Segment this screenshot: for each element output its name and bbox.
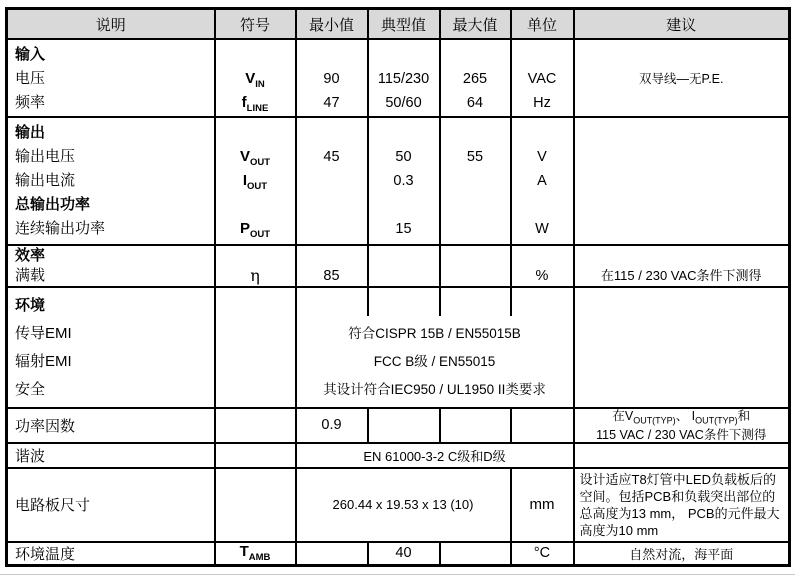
row-power-factor (7, 408, 790, 443)
ambient-note: 自然对流，海平面 (629, 546, 734, 562)
input-frequency-typ: 50/60 (385, 95, 422, 111)
power-factor-unit-cell (511, 408, 574, 443)
input-note: 双导线—无P.E. (638, 72, 724, 86)
header-max: 最大值 (440, 9, 511, 40)
efficiency-symbol-cell (215, 245, 296, 287)
efficiency-unit-cell (511, 245, 574, 287)
power-factor-max-cell (440, 408, 511, 443)
harmonics-label-cell (7, 443, 215, 468)
harmonics-value: EN 61000-3-2 C级和D级 (363, 448, 506, 464)
pcb-dimensions: 260.44 x 19.53 x 13 (10) (332, 497, 474, 512)
ambient-min-cell (296, 542, 368, 566)
pcb-label-cell (7, 468, 215, 542)
power-factor-symbol-cell (215, 408, 296, 443)
vin-symbol: $V_{IN}$ (245, 70, 265, 90)
power-factor-label-cell (7, 408, 215, 443)
full-load-label: 满载 (15, 267, 46, 284)
total-output-power-label: 总输出功率 (15, 196, 91, 213)
ambient-unit: °C (533, 545, 551, 561)
efficiency-note-cell (574, 245, 790, 287)
power-factor-note-line1: 在$V_{OUT(TYP)}$、 $I_{OUT(TYP)}$和 (612, 409, 751, 426)
input-voltage-typ: 115/230 (377, 71, 430, 87)
output-current-unit: A (537, 173, 547, 189)
output-current-label: 输出电流 (15, 172, 76, 189)
pcb-note-cell (574, 468, 790, 542)
header-recommendation: 建议 (574, 9, 790, 40)
input-frequency-min: 47 (323, 95, 340, 111)
input-symbols-cell (215, 39, 296, 117)
efficiency-min-cell (296, 245, 368, 287)
output-symbols-cell (215, 117, 296, 245)
power-factor-typ-cell (368, 408, 440, 443)
eta-symbol: η (250, 266, 260, 285)
header-description: 说明 (7, 9, 215, 40)
ambient-note-cell (574, 542, 790, 566)
output-labels-cell (7, 117, 215, 245)
pcb-symbol-cell (215, 468, 296, 542)
power-factor-min: 0.9 (321, 417, 342, 434)
pout-symbol: $P_{OUT}$ (239, 220, 271, 240)
header-row (7, 9, 790, 40)
power-factor-note-line2: 115 VAC / 230 VAC条件下测得 (596, 427, 767, 442)
section-output (7, 117, 790, 245)
row-ambient-temperature (7, 542, 790, 566)
output-max-cell (440, 117, 511, 245)
efficiency-max-cell (440, 245, 511, 287)
ambient-unit-cell (511, 542, 574, 566)
vout-symbol: $V_{OUT}$ (239, 148, 271, 168)
tamb-symbol: $T_{AMB}$ (239, 543, 271, 563)
efficiency-typ-cell (368, 245, 440, 287)
header-min: 最小值 (296, 9, 368, 40)
continuous-output-power-label: 连续输出功率 (15, 220, 106, 237)
output-voltage-typ: 50 (395, 149, 412, 165)
grid-stub (439, 288, 441, 316)
output-voltage-min: 45 (323, 149, 340, 165)
environment-labels-cell (7, 287, 215, 408)
efficiency-min: 85 (323, 268, 340, 284)
output-voltage-label: 输出电压 (15, 148, 76, 165)
input-min-cell (296, 39, 368, 117)
efficiency-note: 在115 / 230 VAC条件下测得 (600, 268, 762, 283)
environment-note-cell (574, 287, 790, 408)
power-factor-note-cell (574, 408, 790, 443)
ambient-label: 环境温度 (15, 545, 76, 563)
section-input (7, 39, 790, 117)
ambient-typ-cell (368, 542, 440, 566)
pcb-unit: mm (529, 496, 555, 513)
input-note-cell (574, 39, 790, 117)
input-voltage-unit: VAC (527, 71, 557, 87)
page-bottom-rule (0, 574, 795, 575)
continuous-output-power-unit: W (535, 221, 549, 237)
environment-compliance-cell (296, 287, 574, 408)
input-voltage-min: 90 (323, 71, 340, 87)
environment-section-title: 环境 (15, 297, 46, 314)
output-unit-cell (511, 117, 574, 245)
harmonics-note-cell (574, 443, 790, 468)
grid-stub (367, 288, 369, 316)
output-current-typ: 0.3 (393, 173, 414, 189)
conducted-emi-value: 符合CISPR 15B / EN55015B (348, 326, 521, 341)
ambient-typ: 40 (395, 545, 412, 561)
specification-table (5, 7, 791, 567)
grid-stub (510, 288, 512, 316)
row-pcb-size (7, 468, 790, 542)
ambient-label-cell (7, 542, 215, 566)
safety-value: 其设计符合IEC950 / UL1950 II类要求 (323, 382, 546, 397)
input-labels-cell (7, 39, 215, 117)
input-frequency-unit: Hz (533, 95, 551, 111)
pcb-note: 设计适应T8灯管中LED负载板后的空间。包括PCB和负载突出部位的总高度为13 mm， PCB的元件最大高度为10 mm (579, 471, 780, 538)
power-factor-label: 功率因数 (15, 417, 76, 435)
fline-symbol: $f_{LINE}$ (241, 94, 269, 114)
power-factor-min-cell (296, 408, 368, 443)
header-unit: 单位 (511, 9, 574, 40)
input-typ-cell (368, 39, 440, 117)
harmonics-value-cell (296, 443, 574, 468)
output-note-cell (574, 117, 790, 245)
harmonics-label: 谐波 (15, 447, 46, 465)
harmonics-symbol-cell (215, 443, 296, 468)
efficiency-section-title: 效率 (15, 247, 46, 264)
continuous-output-power-typ: 15 (395, 221, 412, 237)
input-voltage-label: 电压 (15, 70, 46, 87)
output-voltage-unit: V (537, 149, 547, 165)
ambient-symbol-cell (215, 542, 296, 566)
output-min-cell (296, 117, 368, 245)
input-unit-cell (511, 39, 574, 117)
input-max-cell (440, 39, 511, 117)
radiated-emi-value: FCC B级 / EN55015 (373, 354, 496, 369)
section-environment (7, 287, 790, 408)
power-factor-note (575, 409, 789, 442)
section-efficiency (7, 245, 790, 287)
output-section-title: 输出 (15, 124, 46, 141)
header-typical: 典型值 (368, 9, 440, 40)
environment-symbol-cell (215, 287, 296, 408)
pcb-label: 电路板尺寸 (15, 497, 91, 514)
input-section-title: 输入 (15, 46, 46, 63)
efficiency-unit: % (535, 268, 549, 284)
iout-symbol: $I_{OUT}$ (242, 172, 268, 192)
input-frequency-max: 64 (466, 95, 484, 111)
input-voltage-max: 265 (462, 71, 488, 87)
row-harmonics (7, 443, 790, 468)
ambient-max-cell (440, 542, 511, 566)
safety-label: 安全 (15, 381, 46, 398)
input-frequency-label: 频率 (15, 94, 46, 111)
output-typ-cell (368, 117, 440, 245)
efficiency-labels-cell (7, 245, 215, 287)
pcb-unit-cell (511, 468, 574, 542)
radiated-emi-label: 辐射EMI (15, 353, 72, 370)
output-voltage-max: 55 (466, 149, 484, 165)
header-symbol: 符号 (215, 9, 296, 40)
pcb-dimensions-cell (296, 468, 511, 542)
conducted-emi-label: 传导EMI (15, 325, 72, 342)
